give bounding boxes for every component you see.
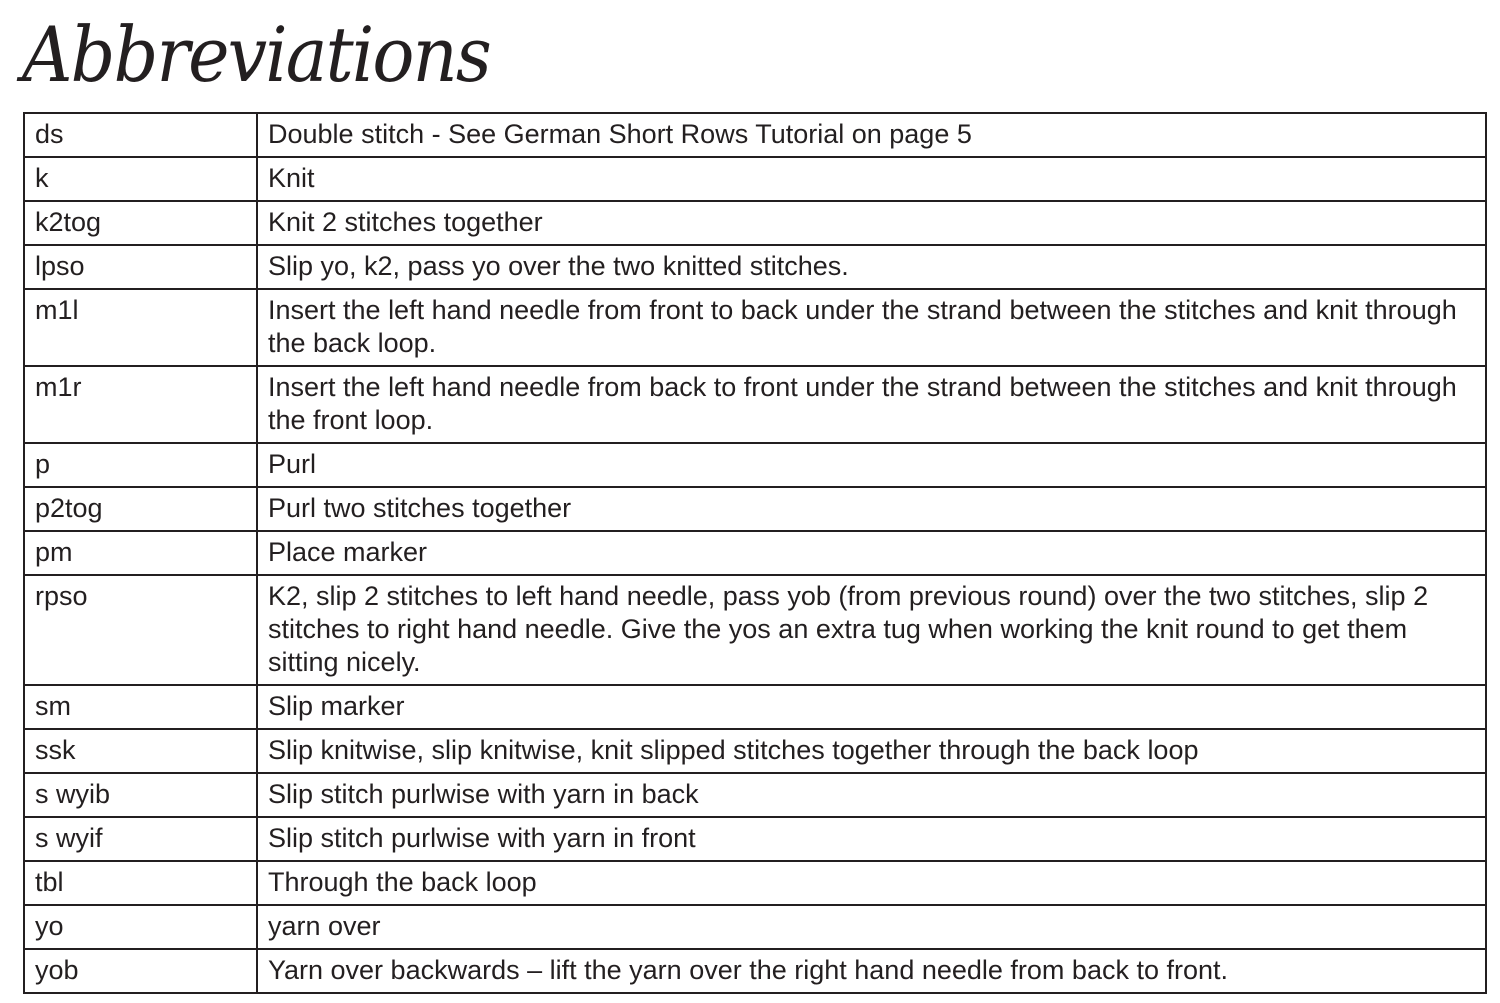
abbreviation-term: p2tog <box>24 487 257 531</box>
abbreviations-table-body <box>24 113 1486 993</box>
abbreviation-term: yob <box>24 949 257 993</box>
table-row <box>24 113 1486 157</box>
abbreviation-definition: Place marker <box>257 531 1486 575</box>
table-row <box>24 905 1486 949</box>
abbreviation-definition: Slip yo, k2, pass yo over the two knitted stitches. <box>257 245 1486 289</box>
abbreviation-term: m1l <box>24 289 257 366</box>
table-row <box>24 685 1486 729</box>
table-row <box>24 575 1486 685</box>
table-row <box>24 289 1486 366</box>
abbreviation-term: p <box>24 443 257 487</box>
table-row <box>24 949 1486 993</box>
table-row <box>24 817 1486 861</box>
table-row <box>24 443 1486 487</box>
table-row <box>24 773 1486 817</box>
abbreviation-term: k <box>24 157 257 201</box>
abbreviation-term: ds <box>24 113 257 157</box>
abbreviation-definition: K2, slip 2 stitches to left hand needle, pass yob (from previous round) over the two stitches, slip 2 stitches to right hand needle. Give the yos an extra tug when working the knit round to get them sitting nicely. <box>257 575 1486 685</box>
table-row <box>24 201 1486 245</box>
table-row <box>24 157 1486 201</box>
abbreviation-definition: Insert the left hand needle from back to front under the strand between the stitches and knit through the front loop. <box>257 366 1486 443</box>
abbreviation-definition: Purl <box>257 443 1486 487</box>
abbreviation-definition: Slip stitch purlwise with yarn in back <box>257 773 1486 817</box>
abbreviations-table <box>23 112 1487 994</box>
abbreviation-definition: Knit <box>257 157 1486 201</box>
abbreviation-definition: Purl two stitches together <box>257 487 1486 531</box>
table-row <box>24 861 1486 905</box>
abbreviation-term: ssk <box>24 729 257 773</box>
abbreviation-definition: Insert the left hand needle from front to back under the strand between the stitches and knit through the back loop. <box>257 289 1486 366</box>
table-row <box>24 729 1486 773</box>
abbreviation-definition: Yarn over backwards – lift the yarn over the right hand needle from back to front. <box>257 949 1486 993</box>
abbreviation-definition: Through the back loop <box>257 861 1486 905</box>
abbreviation-term: yo <box>24 905 257 949</box>
abbreviation-definition: Slip knitwise, slip knitwise, knit slipped stitches together through the back loop <box>257 729 1486 773</box>
abbreviation-term: tbl <box>24 861 257 905</box>
table-row <box>24 487 1486 531</box>
abbreviation-term: rpso <box>24 575 257 685</box>
abbreviation-term: pm <box>24 531 257 575</box>
abbreviation-term: sm <box>24 685 257 729</box>
page-title: Abbreviations <box>22 10 490 99</box>
abbreviation-definition: Slip stitch purlwise with yarn in front <box>257 817 1486 861</box>
abbreviation-term: lpso <box>24 245 257 289</box>
abbreviation-definition: yarn over <box>257 905 1486 949</box>
abbreviation-term: m1r <box>24 366 257 443</box>
abbreviation-definition: Slip marker <box>257 685 1486 729</box>
abbreviation-term: s wyif <box>24 817 257 861</box>
abbreviation-term: k2tog <box>24 201 257 245</box>
abbreviation-term: s wyib <box>24 773 257 817</box>
abbreviation-definition: Double stitch - See German Short Rows Tutorial on page 5 <box>257 113 1486 157</box>
table-row <box>24 245 1486 289</box>
table-row <box>24 366 1486 443</box>
table-row <box>24 531 1486 575</box>
abbreviation-definition: Knit 2 stitches together <box>257 201 1486 245</box>
